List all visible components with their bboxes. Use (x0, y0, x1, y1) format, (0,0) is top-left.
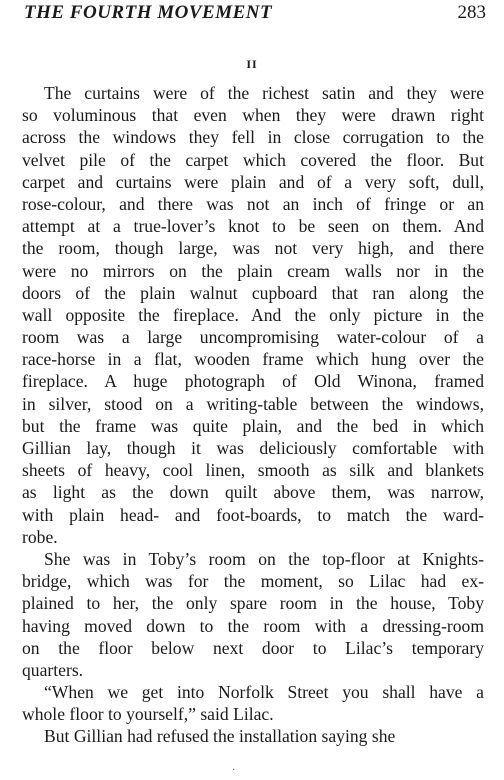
text-line: bridge, which was for the moment, so Lilac had ex- (22, 571, 484, 592)
text-line: attempt at a true-lover’s knot to be seen on them. And (22, 216, 484, 237)
page-number: 283 (457, 2, 486, 23)
running-head (0, 0, 504, 28)
text-line: Gillian lay, though it was deliciously comfortable with (22, 438, 484, 458)
text-line: rose-colour, and there was not an inch of fringe or an (22, 193, 484, 214)
paragraph (22, 548, 484, 681)
text-line: race-horse in a flat, wooden frame which hung over the (22, 349, 484, 370)
text-line: having moved down to the room with a dressing-room (22, 615, 484, 636)
section-number: II (246, 57, 258, 71)
body-text (22, 82, 484, 748)
text-line: robe. (22, 526, 58, 547)
text-line: so voluminous that even when they were drawn right (22, 105, 484, 126)
text-line: in silver, stood on a writing-table between the windows, (22, 393, 484, 414)
text-line: The curtains were of the richest satin and they were (44, 83, 484, 103)
text-line: the room, though large, was not very high, and there (22, 238, 484, 259)
text-line: quarters. (22, 659, 84, 680)
text-line: were no mirrors on the plain cream walls nor in the (22, 260, 484, 281)
text-line: But Gillian had refused the installation saying she (44, 726, 396, 747)
text-line: whole floor to yourself,” said Lilac. (22, 704, 274, 725)
text-line: as light as the down quilt above them, was narrow, (22, 482, 484, 503)
text-line: doors of the plain walnut cupboard that ran along the (22, 282, 484, 303)
text-line: on the floor below next door to Lilac’s temporary (22, 637, 484, 658)
text-line: “When we get into Norfolk Street you shall have a (44, 682, 484, 703)
text-line: carpet and curtains were plain and of a very soft, dull, (22, 171, 484, 192)
text-line: wall opposite the fireplace. And the only picture in the (22, 304, 484, 325)
text-line: plained to her, the only spare room in the house, Toby (22, 593, 484, 614)
text-line: She was in Toby’s room on the top-floor at Knights- (44, 548, 484, 569)
running-title: THE FOURTH MOVEMENT (24, 2, 273, 23)
text-line: across the windows they fell in close corrugation to the (22, 127, 484, 148)
paragraph (22, 82, 484, 548)
page-mark: · (232, 765, 236, 776)
paragraph (22, 681, 484, 725)
text-line: sheets of heavy, cool linen, smooth as silk and blankets (22, 460, 484, 481)
text-line: but the frame was quite plain, and the bed in which (22, 415, 484, 436)
text-line: fireplace. A huge photograph of Old Winona, framed (22, 371, 484, 392)
paragraph (22, 725, 484, 747)
text-line: with plain head- and foot-boards, to match the ward- (22, 504, 484, 525)
text-line: room was a large uncompromising water-colour of a (22, 327, 484, 348)
text-line: velvet pile of the carpet which covered the floor. But (22, 149, 484, 170)
